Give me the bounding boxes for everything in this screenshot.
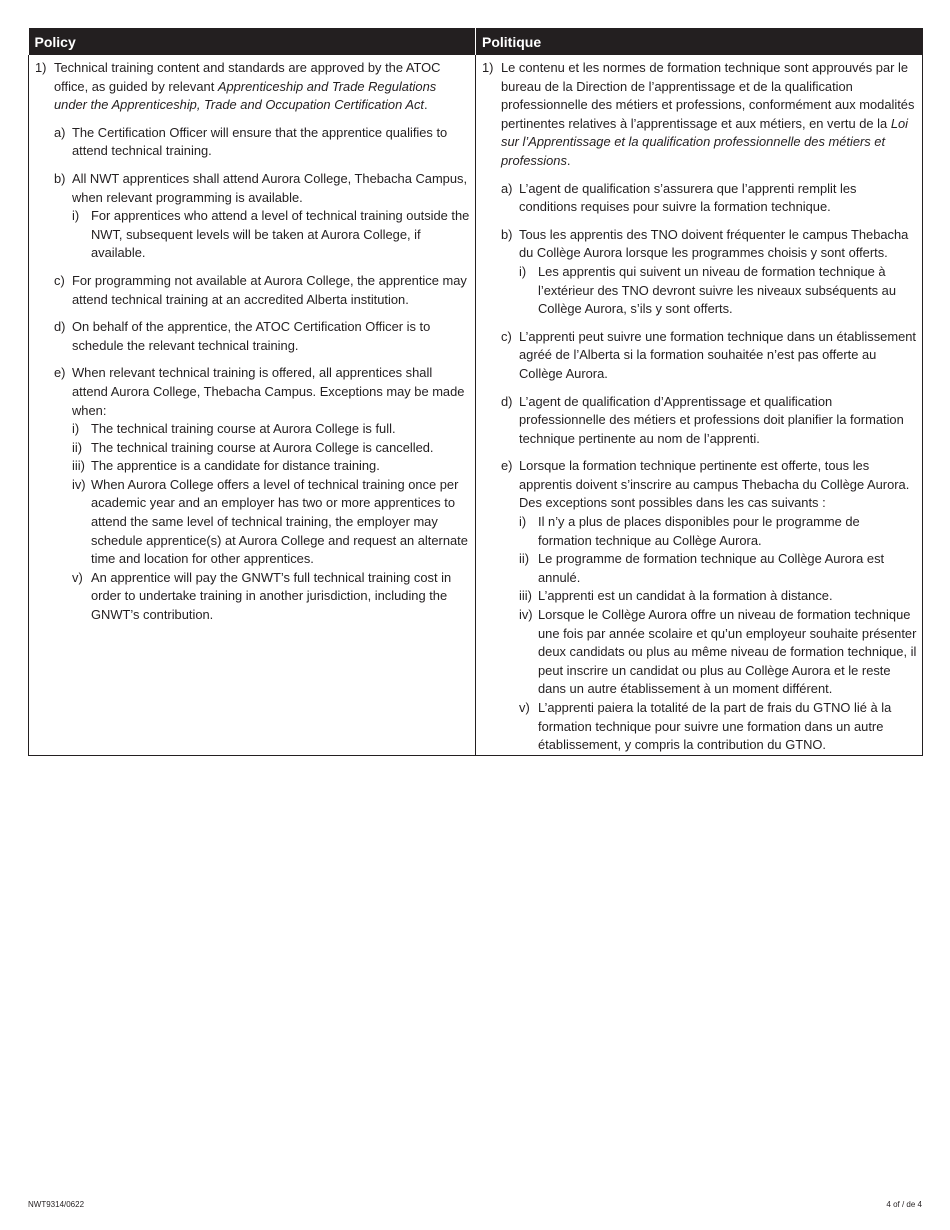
form-code: NWT9314/0622 [28, 1200, 85, 1209]
en-clause-b-i: i) For apprentices who attend a level of technical training outside the NWT, subsequent levels will be taken at Aurora College, if available. [72, 208, 470, 261]
fr-clause-e: e) Lorsque la formation technique pertinente est offerte, tous les apprentis doivent s’inscrire au campus Thebacha du Collège Aurora. Des exceptions sont possibles dans les cas suivants : i) Il n’y a plus de places disponibles pour le programme de formation technique au Collège Aurora. ii) Le programme de formation technique au Collège Aurora est annulé. iii) L’apprenti est un candidat à la formation à distance. iv) Lorsque le Collège Aurora offre un niveau de formation technique une fois par année scolaire et qu’un employeur souhaite présenter deux candidats ou plus au même niveau de formation technique, il peut inscrire un candidat ou plus au Collège Aurora et le reste dans un autre établissement à un moment différent. v) L’apprenti paiera la totalité de la part de frais du GTNO lié à la formation technique pour suivre une formation dans un autre établissement, y compris la contribution du GTNO. [501, 457, 917, 755]
fr-clause-b: b) Tous les apprentis des TNO doivent fréquenter le campus Thebacha du Collège Aurora lorsque les programmes choisis y sont offerts. i) Les apprentis qui suivent un niveau de formation technique à l’extérieur des TNO devront suivre les niveaux subséquents au Collège Aurora, s’ils y sont offerts. [501, 226, 917, 319]
fr-clause-b-i: i) Les apprentis qui suivent un niveau de formation technique à l’extérieur des TNO devront suivre les niveaux subséquents au Collège Aurora, s’ils y sont offerts. [519, 263, 897, 317]
list-item: ii) Le programme de formation technique au Collège Aurora est annulé. [519, 551, 885, 585]
fr-clause-c: c) L’apprenti peut suivre une formation technique dans un établissement agréé de l’Alberta si la formation souhaitée n’est pas offerte au Collège Aurora. [501, 328, 917, 381]
header-politique: Politique [476, 28, 923, 55]
list-item: ii) The technical training course at Aurora College is cancelled. [72, 439, 434, 455]
policy-table [28, 28, 923, 756]
page-number: 4 of / de 4 [886, 1200, 922, 1209]
list-item: iv) Lorsque le Collège Aurora offre un niveau de formation technique une fois par année scolaire et qu’un employeur souhaite présenter deux candidats ou plus au même niveau de formation technique, il peut inscrire un candidat ou plus au Collège Aurora et le reste dans un autre établissement à un moment différent. [519, 607, 917, 697]
en-clause-b: b) All NWT apprentices shall attend Aurora College, Thebacha Campus, when relevant programming is available. i) For apprentices who attend a level of technical training outside the NWT, subsequent levels will be taken at Aurora College, if available. [54, 170, 470, 263]
list-item: iv) When Aurora College offers a level of technical training once per academic year and an employer has two or more apprentices to attend the same level of technical training, the employer may schedule apprentice(s) at Aurora College and request an alternate time and location for other apprentices. [72, 476, 468, 567]
list-item: v) An apprentice will pay the GNWT’s full technical training cost in order to undertake training in another jurisdiction, including the GNWT’s contribution. [72, 569, 452, 623]
policy-french-cell [476, 55, 923, 755]
fr-clause-1-text: Le contenu et les normes de formation technique sont approuvés par le bureau de la Direction de l’apprentissage et de la qualification professionnelle des métiers et professions, conformément aux modalités pertinentes relatives à l’apprentissage et aux métiers, en vertu de la [501, 60, 915, 131]
list-item: iii) L’apprenti est un candidat à la formation à distance. [519, 588, 833, 604]
en-clause-1: 1) Technical training content and standards are approved by the ATOC office, as guided by relevant Apprenticeship and Trade Regulations under the Apprenticeship, Trade and Occupation Certification Act. a) The Certification Officer will ensure that the apprentice qualifies to attend technical training. b) All NWT apprentices shall attend Aurora College, Thebacha Campus, when relevant programming is available. i) For apprentices who attend a level of technical training outside the NWT, subsequent levels will be taken at Aurora College, if available. c) For programming not available at Aurora College, the apprentice may attend technical training at an accredited Alberta institution. d) On behalf of the apprentice, the ATOC Certification Officer is to schedule the relevant technical training. e) When relevant technical training is offered, all apprentices shall attend Aurora College, Thebacha Campus. Exceptions may be made when: i) The technical training course at Aurora College is full. ii) The technical training course at Aurora College is cancelled. iii) The apprentice is a candidate for distance training. iv) When Aurora College offers a level of technical training once per academic year and an employer has two or more apprentices to attend the same level of technical training, the employer may schedule apprentice(s) at Aurora College and request an alternate time and location for other apprentices. v) An apprentice will pay the GNWT’s full technical training cost in order to undertake training in another jurisdiction, including the GNWT’s contribution. [35, 59, 470, 625]
en-clause-d: d) On behalf of the apprentice, the ATOC Certification Officer is to schedule the relevant technical training. [54, 319, 431, 353]
fr-exceptions-list [519, 513, 917, 755]
en-clause-e: e) When relevant technical training is offered, all apprentices shall attend Aurora College, Thebacha Campus. Exceptions may be made when: i) The technical training course at Aurora College is full. ii) The technical training course at Aurora College is cancelled. iii) The apprentice is a candidate for distance training. iv) When Aurora College offers a level of technical training once per academic year and an employer has two or more apprentices to attend the same level of technical training, the employer may schedule apprentice(s) at Aurora College and request an alternate time and location for other apprentices. v) An apprentice will pay the GNWT’s full technical training cost in order to undertake training in another jurisdiction, including the GNWT’s contribution. [54, 364, 470, 624]
fr-clause-1: 1) Le contenu et les normes de formation technique sont approuvés par le bureau de la Direction de l’apprentissage et de la qualification professionnelle des métiers et professions, conformément aux modalités pertinentes relatives à l’apprentissage et aux métiers, en vertu de la Loi sur l’Apprentissage et la qualification professionnelle des métiers et professions. a) L’agent de qualification s’assurera que l’apprenti remplit les conditions requises pour suivre la formation technique. b) Tous les apprentis des TNO doivent fréquenter le campus Thebacha du Collège Aurora lorsque les programmes choisis y sont offerts. i) Les apprentis qui suivent un niveau de formation technique à l’extérieur des TNO devront suivre les niveaux subséquents au Collège Aurora, s’ils y sont offerts. c) L’apprenti peut suivre une formation technique dans un établissement agréé de l’Alberta si la formation souhaitée n’est pas offerte au Collège Aurora. d) L’agent de qualification d’Apprentissage et qualification professionnelle des métiers et professions doit planifier la formation technique pertinente au nom de l’apprenti. e) Lorsque la formation technique pertinente est offerte, tous les apprentis doivent s’inscrire au campus Thebacha du Collège Aurora. Des exceptions sont possibles dans les cas suivants : i) Il n’y a plus de places disponibles pour le programme de formation technique au Collège Aurora. ii) Le programme de formation technique au Collège Aurora est annulé. iii) L’apprenti est un candidat à la formation à distance. iv) Lorsque le Collège Aurora offre un niveau de formation technique une fois par année scolaire et qu’un employeur souhaite présenter deux candidats ou plus au même niveau de formation technique, il peut inscrire un candidat ou plus au Collège Aurora et le reste dans un autre établissement à un moment différent. v) L’apprenti paiera la totalité de la part de frais du GTNO lié à la formation technique pour suivre une formation dans un autre établissement, y compris la contribution du GTNO. [482, 59, 917, 755]
list-item: i) The technical training course at Aurora College is full. [72, 421, 396, 437]
header-policy: Policy [29, 28, 476, 55]
policy-english-cell [29, 55, 476, 755]
list-item: v) L’apprenti paiera la totalité de la part de frais du GTNO lié à la formation technique pour suivre une formation dans un autre établissement, y compris la contribution du GTNO. [519, 700, 892, 753]
fr-clause-a: a) L’agent de qualification s’assurera que l’apprenti remplit les conditions requises pour suivre la formation technique. [501, 180, 857, 215]
en-clause-a: a) The Certification Officer will ensure that the apprentice qualifies to attend technical training. [54, 124, 448, 159]
fr-clause-1-num: 1) [482, 60, 494, 75]
fr-clause-d: d) L’agent de qualification d’Apprentissage et qualification professionnelle des métiers et professions doit planifier la formation technique pertinente au nom de l’apprenti. [501, 393, 904, 446]
fr-clause-1-act-title: Loi sur l’Apprentissage et la qualification professionnelle des métiers et professions [501, 115, 909, 168]
en-clause-1-act-title: Apprenticeship and Trade Regulations under the Apprenticeship, Trade and Occupation Certification Act [54, 78, 437, 113]
list-item: i) Il n’y a plus de places disponibles pour le programme de formation technique au Collège Aurora. [519, 514, 860, 548]
en-clause-1-text: Technical training content and standards are approved by the ATOC office, as guided by relevant [54, 60, 441, 94]
list-item: iii) The apprentice is a candidate for distance training. [72, 458, 380, 474]
en-clause-1-num: 1) [35, 60, 47, 75]
en-exceptions-list [72, 420, 470, 625]
en-clause-c: c) For programming not available at Aurora College, the apprentice may attend technical training at an accredited Alberta institution. [54, 272, 467, 307]
